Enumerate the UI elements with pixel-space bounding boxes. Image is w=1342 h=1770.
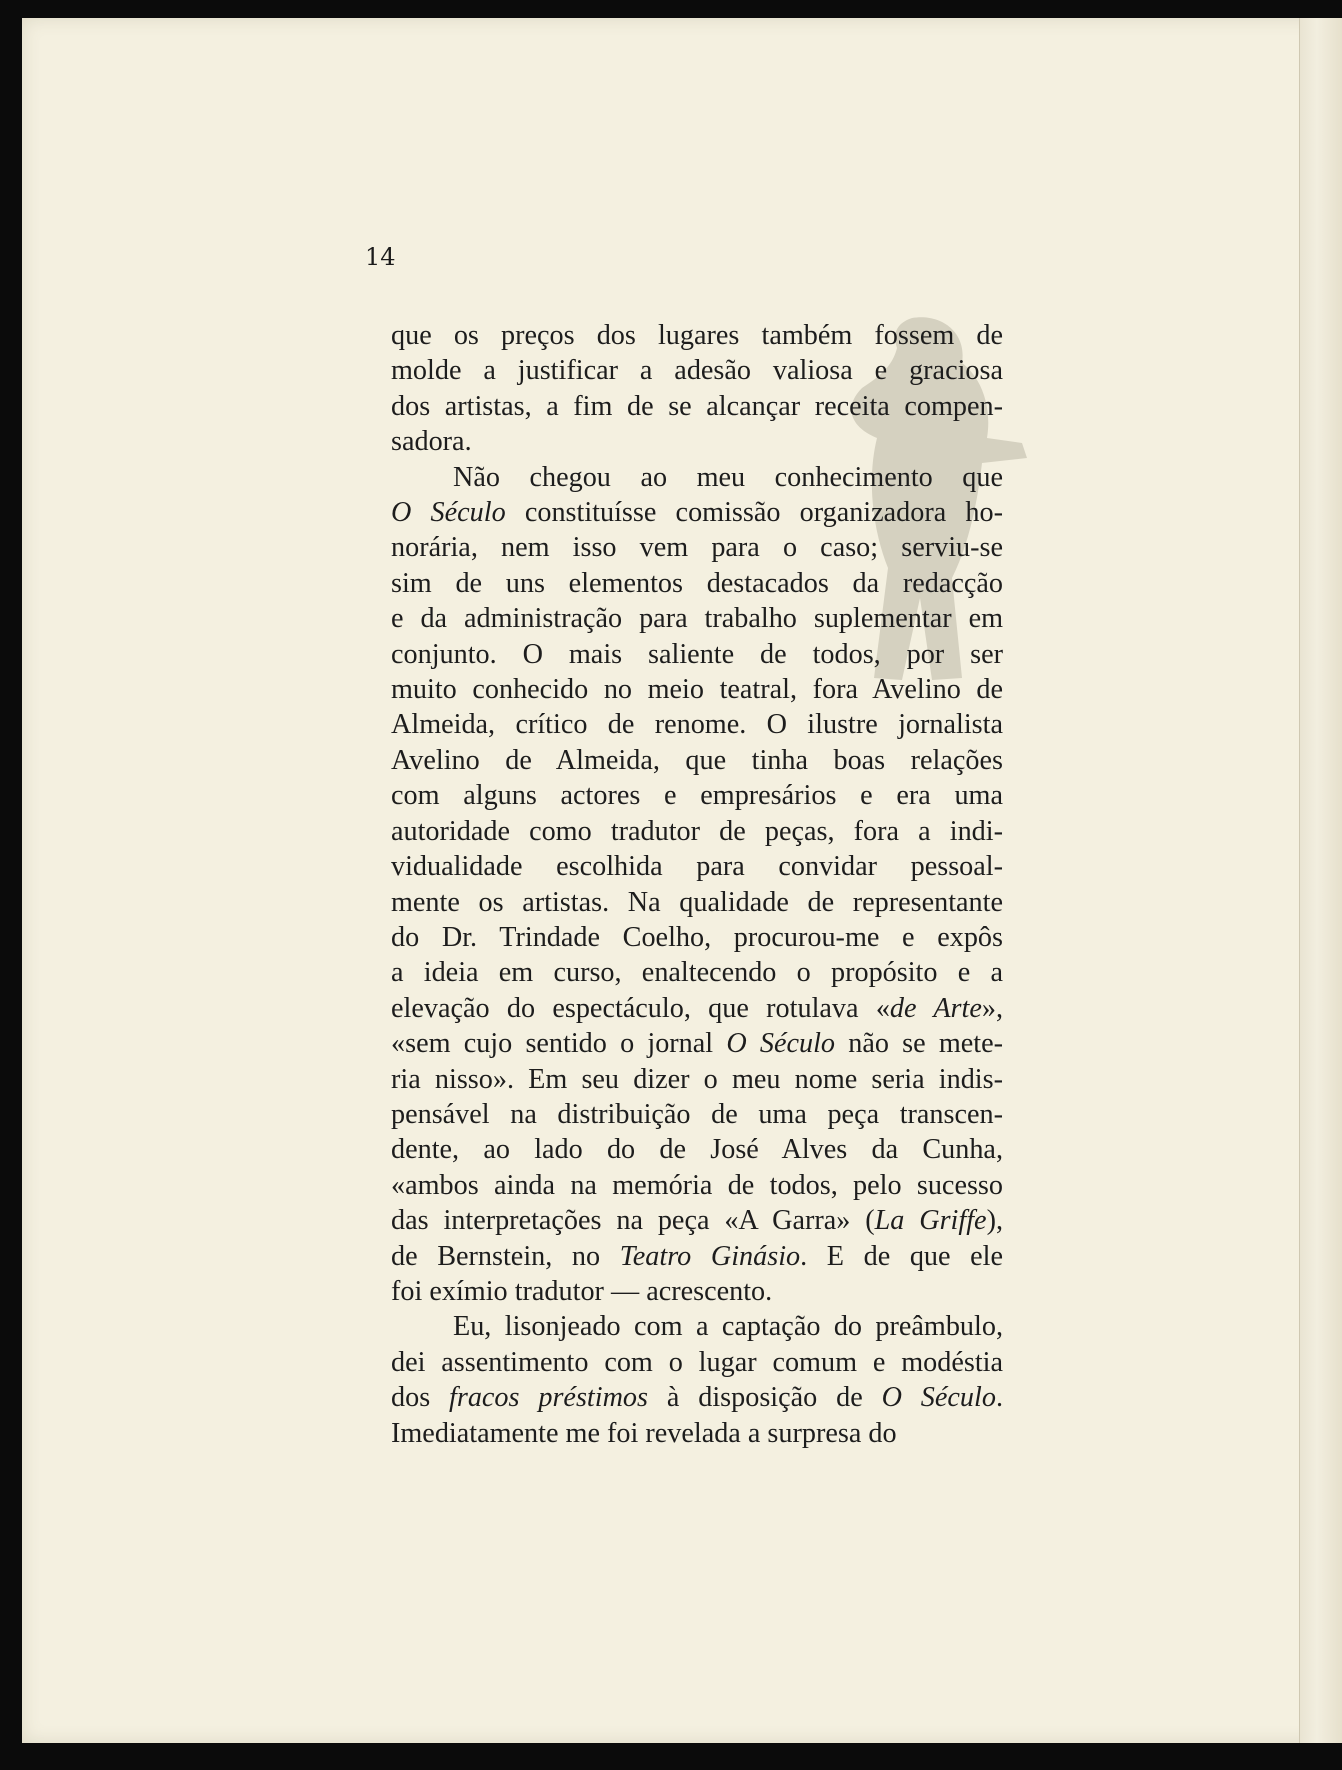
text-line: sim de uns elementos destacados da redacção	[391, 567, 1003, 599]
text-line: autoridade como tradutor de peças, fora a indi-	[391, 815, 1003, 847]
text-line: com alguns actores e empresários e era uma	[391, 780, 1003, 812]
text-line: muito conhecido no meio teatral, fora Avelino de	[391, 674, 1003, 706]
text-line: mente os artistas. Na qualidade de representante	[391, 886, 1003, 918]
text-line: «sem cujo sentido o jornal O Século não se mete-	[391, 1028, 1003, 1060]
text-line: elevação do espectáculo, que rotulava «de Arte»,	[391, 992, 1003, 1024]
text-line: sadora.	[391, 426, 472, 458]
text-line: ria nisso». Em seu dizer o meu nome seria indis-	[391, 1063, 1003, 1095]
text-line: molde a justificar a adesão valiosa e graciosa	[391, 355, 1003, 387]
text-line: conjunto. O mais saliente de todos, por ser	[391, 638, 1003, 670]
text-line: Imediatamente me foi revelada a surpresa do	[391, 1417, 897, 1449]
text-line: das interpretações na peça «A Garra» (La Griffe),	[391, 1205, 1003, 1237]
page-number: 14	[365, 243, 396, 271]
adjacent-page-edge	[1299, 18, 1342, 1743]
text-line: foi exímio tradutor — acrescento.	[391, 1275, 773, 1307]
text-line: do Dr. Trindade Coelho, procurou-me e expôs	[391, 921, 1003, 953]
text-line: «ambos ainda na memória de todos, pelo sucesso	[391, 1169, 1003, 1201]
paragraph	[391, 318, 1003, 460]
text-line: Eu, lisonjeado com a captação do preâmbulo,	[453, 1311, 1003, 1343]
text-line: Não chegou ao meu conhecimento que	[453, 461, 1003, 493]
text-line: vidualidade escolhida para convidar pessoal-	[391, 851, 1003, 883]
text-line: Almeida, crítico de renome. O ilustre jornalista	[391, 709, 1003, 741]
text-line: pensável na distribuição de uma peça transcen-	[391, 1098, 1003, 1130]
paragraph	[391, 1309, 1003, 1451]
body-text	[391, 318, 1003, 1451]
text-line: norária, nem isso vem para o caso; serviu-se	[391, 532, 1003, 564]
text-line: dos fracos préstimos à disposição de O Século.	[391, 1382, 1003, 1414]
text-line: dei assentimento com o lugar comum e modéstia	[391, 1346, 1003, 1378]
text-line: dos artistas, a fim de se alcançar receita compen-	[391, 390, 1003, 422]
text-line: O Século constituísse comissão organizadora ho-	[391, 497, 1003, 529]
text-line: que os preços dos lugares também fossem de	[391, 320, 1003, 351]
text-line: e da administração para trabalho suplementar em	[391, 603, 1003, 635]
text-line: dente, ao lado do de José Alves da Cunha,	[391, 1134, 1003, 1166]
text-line: de Bernstein, no Teatro Ginásio. E de que ele	[391, 1240, 1003, 1272]
text-line: Avelino de Almeida, que tinha boas relações	[391, 744, 1003, 776]
text-line: a ideia em curso, enaltecendo o propósito e a	[391, 957, 1003, 989]
paragraph	[391, 460, 1003, 1310]
